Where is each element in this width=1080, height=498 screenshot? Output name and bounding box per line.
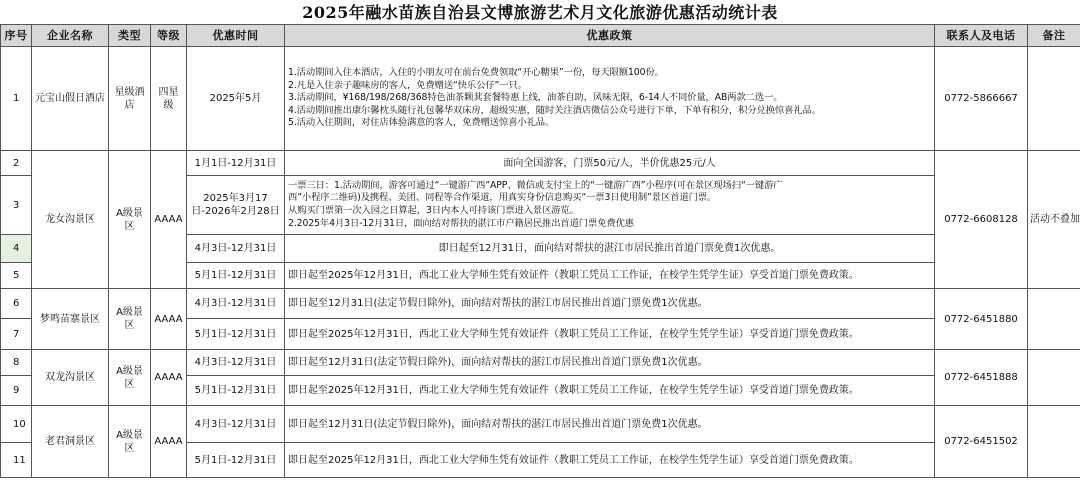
promo-time: 4月3日-12月31日: [187, 350, 285, 376]
header-contact: 联系人及电话: [935, 25, 1028, 47]
company-type: A级景区: [109, 151, 151, 289]
promo-time: 4月3日-12月31日: [187, 406, 285, 443]
promo-time-text: 2025年3月17日-2026年2月28日: [191, 193, 280, 217]
promo-policy: 即日起至12月31日(法定节假日除外)，面向结对帮扶的湛江市居民推出首道门票免费1次优惠。: [285, 406, 935, 443]
note-cell: [1028, 406, 1080, 478]
contact-phone: 0772-6451888: [935, 350, 1028, 406]
policy-line: 2.2025年4月3日-12月31日，面向结对帮扶的湛江市户籍居民推出首道门票免费优惠: [288, 217, 634, 229]
row-seq: 6: [1, 289, 32, 319]
table-row: [1, 47, 1080, 151]
promo-policy: 即日起至2025年12月31日，西北工业大学师生凭有效证件（教职工凭员工工作证，在校学生凭学生证）享受首道门票免费政策。: [285, 443, 935, 478]
promo-policy: [285, 47, 935, 151]
table-row: [1, 406, 1080, 443]
row-seq: 4: [1, 235, 32, 263]
company-level: 四星级: [151, 47, 187, 151]
header-row: [1, 25, 1080, 47]
promo-policy: 即日起至12月31日(法定节假日除外)，面向结对帮扶的湛江市居民推出首道门票免费1次优惠。: [285, 289, 935, 319]
row-seq: 5: [1, 263, 32, 289]
company-level: AAAA: [151, 350, 187, 406]
promo-policy: [285, 176, 935, 235]
promo-policy: 即日起至12月31日，面向结对帮扶的湛江市居民推出首道门票免费1次优惠。: [285, 235, 935, 263]
contact-phone: 0772-6451502: [935, 406, 1028, 478]
row-seq: 11: [1, 443, 32, 478]
company-type: A级景区: [109, 406, 151, 478]
company-name: 老君洞景区: [32, 406, 109, 478]
promo-time: [187, 176, 285, 235]
promo-policy: 即日起至2025年12月31日，西北工业大学师生凭有效证件（教职工凭员工工作证，在校学生凭学生证）享受首道门票免费政策。: [285, 263, 935, 289]
note-cell: 活动不叠加: [1028, 151, 1080, 289]
promo-time: 5月1日-12月31日: [187, 443, 285, 478]
header-type: 类型: [109, 25, 151, 47]
promotion-table: [0, 24, 1080, 478]
header-seq: 序号: [1, 25, 32, 47]
row-seq: 3: [1, 176, 32, 235]
promo-time: 2025年5月: [187, 47, 285, 151]
promo-policy: 即日起至12月31日(法定节假日除外)，面向结对帮扶的湛江市居民推出首道门票免费1次优惠。: [285, 350, 935, 376]
promo-policy: 面向全国游客，门票50元/人，半价优惠25元/人: [285, 151, 935, 176]
company-level: AAAA: [151, 289, 187, 350]
promo-policy: 即日起至2025年12月31日，西北工业大学师生凭有效证件（教职工凭员工工作证，在校学生凭学生证）享受首道门票免费政策。: [285, 319, 935, 350]
company-name: 梦鸣苗寨景区: [32, 289, 109, 350]
promo-time: 1月1日-12月31日: [187, 151, 285, 176]
promo-time: 5月1日-12月31日: [187, 263, 285, 289]
contact-phone: 0772-5866667: [935, 47, 1028, 151]
row-seq: 9: [1, 376, 32, 406]
row-seq: 1: [1, 47, 32, 151]
note-cell: [1028, 47, 1080, 151]
contact-phone: 0772-6608128: [935, 151, 1028, 289]
policy-line: 一票三日：1.活动期间，游客可通过“一键游广西”APP、微信或支付宝上的“一键游广西”小程序(可在景区现场扫“一键游广: [288, 179, 783, 191]
company-type: A级景区: [109, 289, 151, 350]
promo-time: 5月1日-12月31日: [187, 376, 285, 406]
company-level: AAAA: [151, 406, 187, 478]
contact-phone: 0772-6451880: [935, 289, 1028, 350]
company-name: 双龙沟景区: [32, 350, 109, 406]
company-type: 星级酒店: [109, 47, 151, 151]
row-seq: 2: [1, 151, 32, 176]
policy-line: 4.活动期间推出康尔馨枕头随行礼包馨华双床房，超级实惠，随时关注酒店微信公众号进行下单，下单有积分，积分兑换惊喜礼品。: [288, 104, 821, 116]
policy-line: 3.活动期间，¥168/198/268/368特色油茶颗萁套餐特惠上线，油茶自助，风味无限，6-14人不同价量，AB两款二选一。: [288, 92, 783, 104]
promo-time: 4月3日-12月31日: [187, 289, 285, 319]
table-row: [1, 289, 1080, 319]
row-seq: 7: [1, 319, 32, 350]
policy-line: 5.活动入住期间，对住店体验满意的客人，免费赠送惊喜小礼品。: [288, 117, 555, 129]
note-cell: [1028, 289, 1080, 350]
promo-time: 4月3日-12月31日: [187, 235, 285, 263]
header-policy: 优惠政策: [285, 25, 935, 47]
table-title: 2025年融水苗族自治县文博旅游艺术月文化旅游优惠活动统计表: [302, 3, 778, 22]
promo-time: 5月1日-12月31日: [187, 319, 285, 350]
table-row: [1, 151, 1080, 176]
note-cell: [1028, 350, 1080, 406]
header-level: 等级: [151, 25, 187, 47]
policy-line: 从购买门票第一次入园之日算起，3日内本人可持该门票进入景区游览。: [288, 205, 579, 216]
policy-line: 2.凡是入住亲子趣味房的客人，免费赠送“快乐公仔”一只。: [288, 79, 527, 91]
policy-line: 1.活动期间入住本酒店，入住的小朋友可在前台免费领取“开心糖果”一份，每天限额100份。: [288, 67, 664, 79]
company-type: A级景区: [109, 350, 151, 406]
company-level: AAAA: [151, 151, 187, 289]
company-name: 元宝山假日酒店: [32, 47, 109, 151]
header-note: 备注: [1028, 25, 1080, 47]
table-row: [1, 350, 1080, 376]
row-seq: 10: [1, 406, 32, 443]
header-time: 优惠时间: [187, 25, 285, 47]
company-name: 龙女沟景区: [32, 151, 109, 289]
policy-line: 西”小程序二维码)及携程、美团、同程等合作渠道，用真实身份信息购买“一票3日使用制”景区首道门票。: [288, 192, 717, 204]
row-seq: 8: [1, 350, 32, 376]
header-company: 企业名称: [32, 25, 109, 47]
promo-policy: 即日起至2025年12月31日，西北工业大学师生凭有效证件（教职工凭员工工作证，在校学生凭学生证）享受首道门票免费政策。: [285, 376, 935, 406]
